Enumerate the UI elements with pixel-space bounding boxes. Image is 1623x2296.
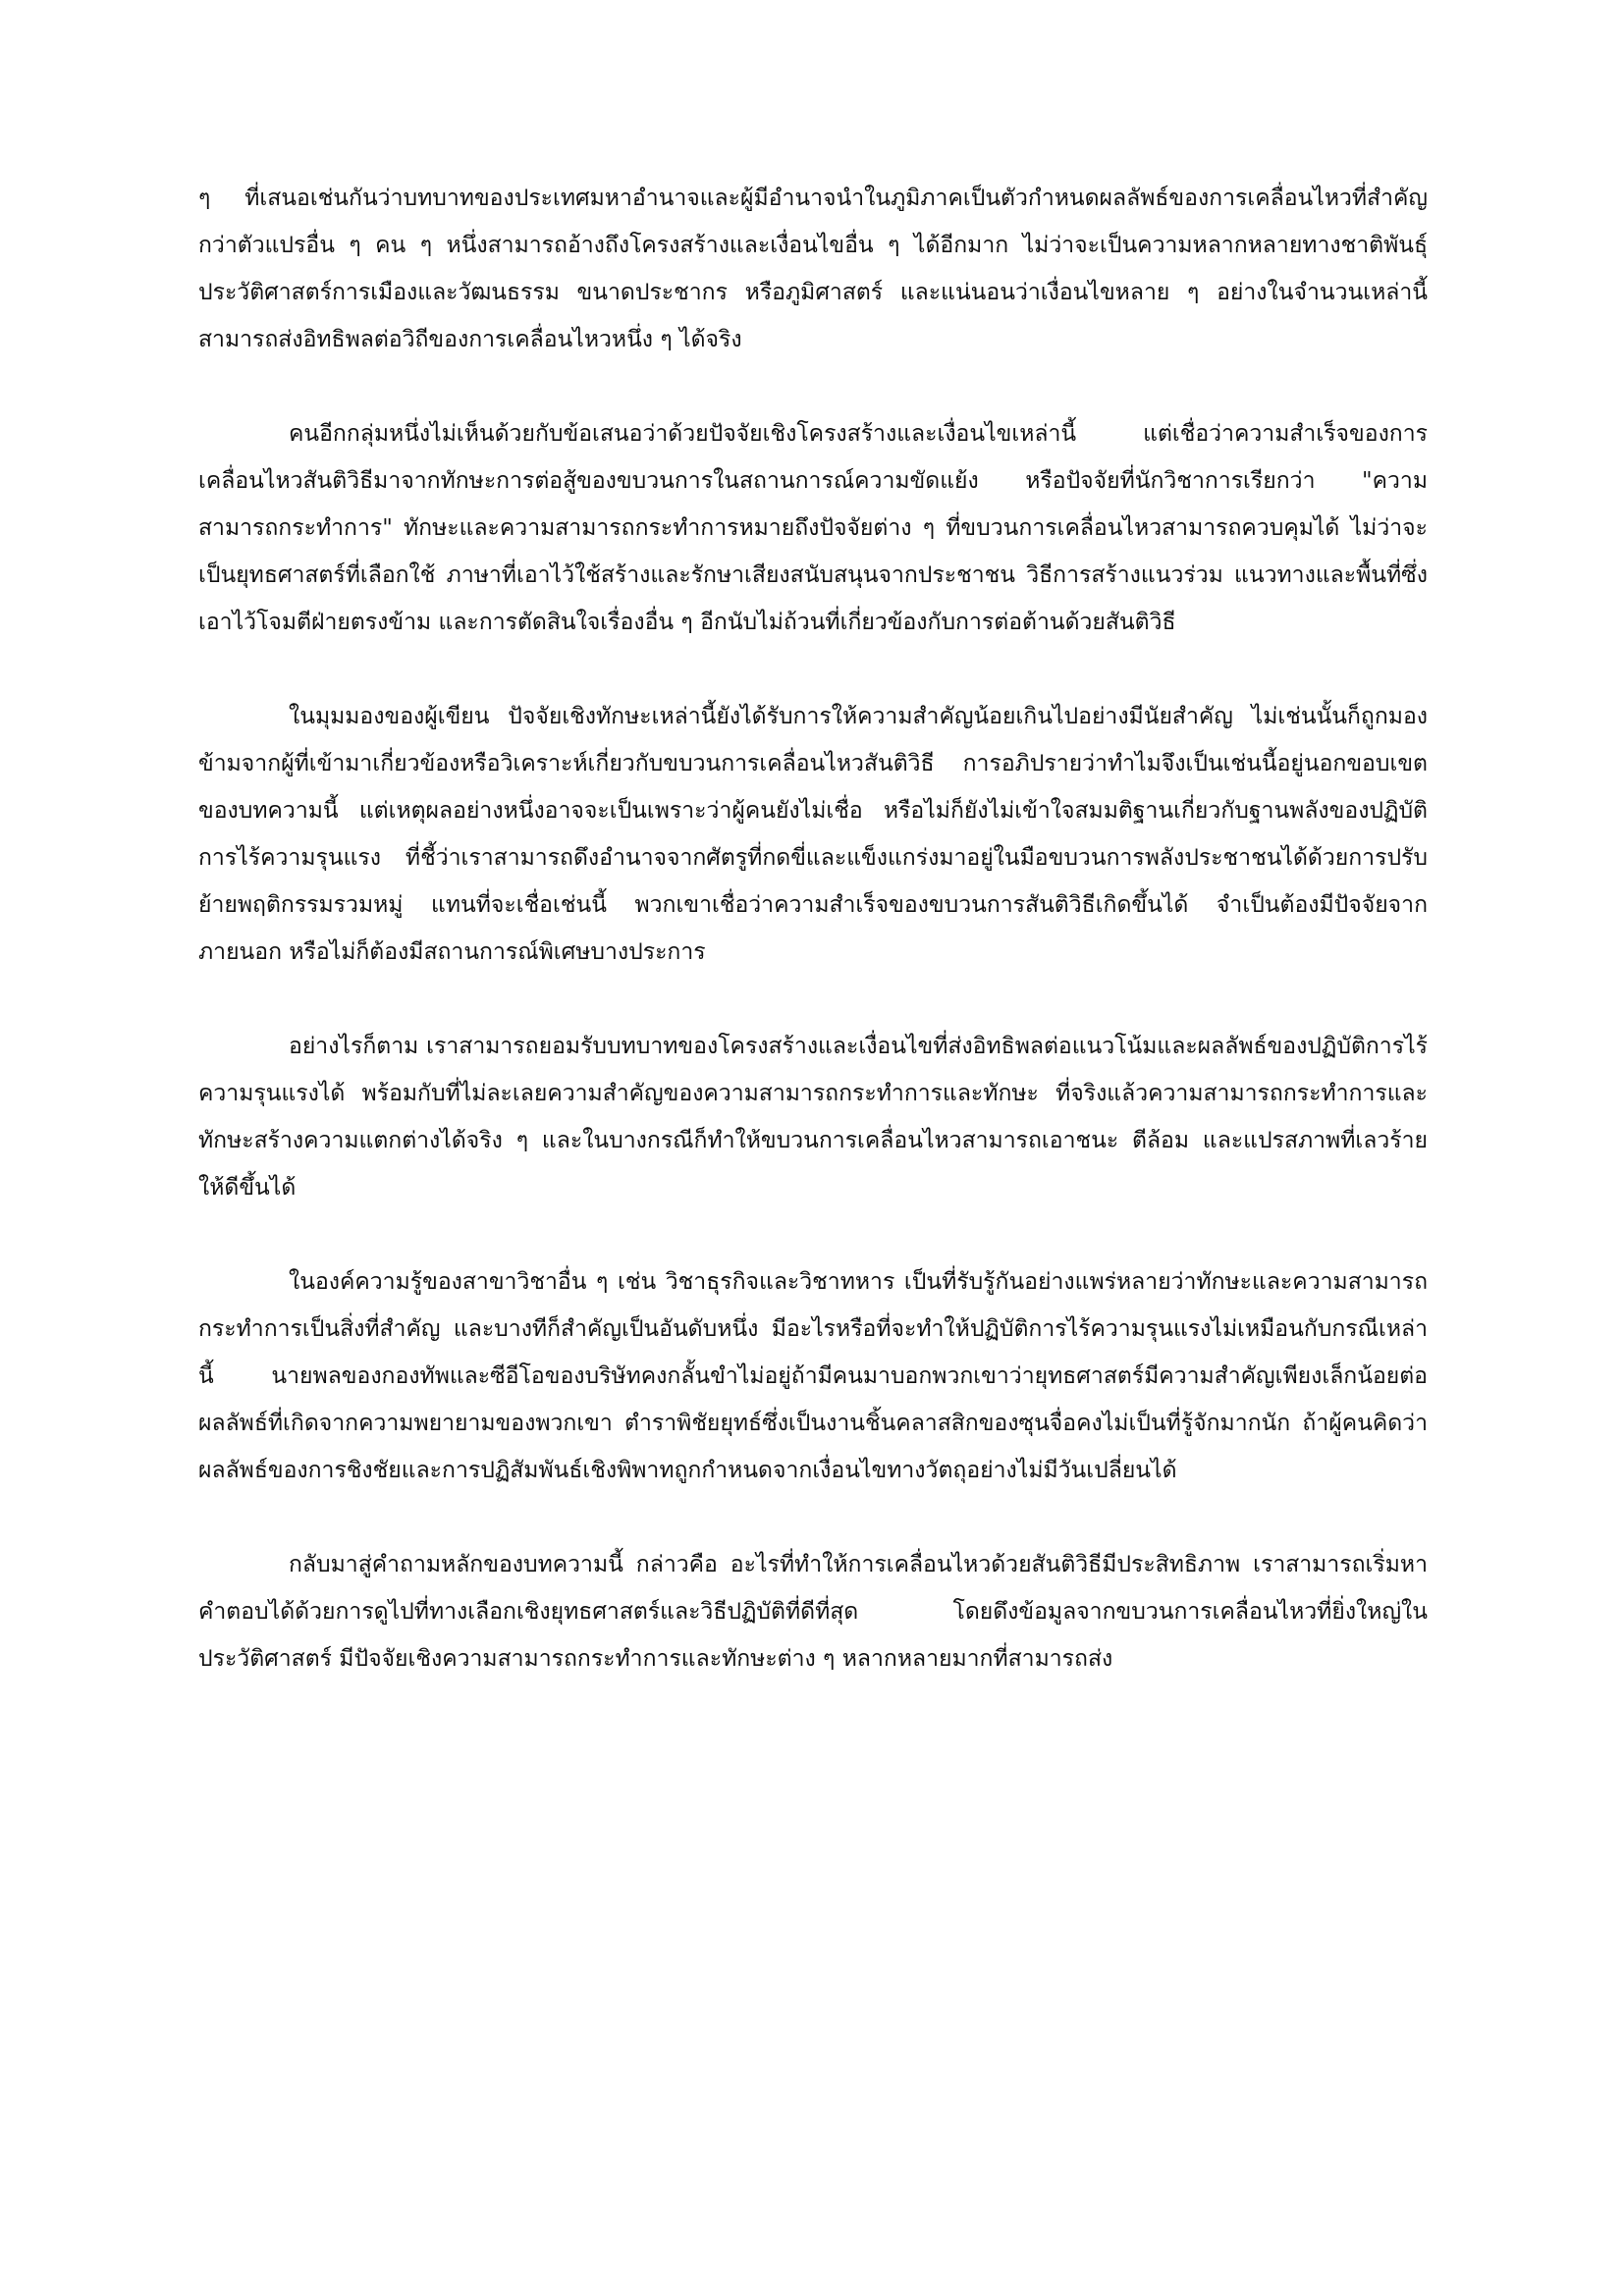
paragraph-3: ในมุมมองของผู้เขียน ปัจจัยเชิงทักษะเหล่านี้ยังได้รับการให้ความสำคัญน้อยเกินไปอย่างมีนัยสำคัญ ไม่เช่นนั้นก็ถูกมองข้ามจากผู้ที่เข้ามาเกี่ยวข้องหรือวิเคราะห์เกี่ยวกับขบวนการเคลื่อนไหวสันติวิธี การอภิปรายว่าทำไมจึงเป็นเช่นนี้อยู่นอกขอบเขตของบทความนี้ แต่เหตุผลอย่างหนึ่งอาจจะเป็นเพราะว่าผู้คนยังไม่เชื่อ หรือไม่ก็ยังไม่เข้าใจสมมติฐานเกี่ยวกับฐานพลังของปฏิบัติการไร้ความรุนแรง ที่ชี้ว่าเราสามารถดึงอำนาจจากศัตรูที่กดขี่และแข็งแกร่งมาอยู่ในมือขบวนการพลังประชาชนได้ด้วยการปรับย้ายพฤติกรรมรวมหมู่ แทนที่จะเชื่อเช่นนี้ พวกเขาเชื่อว่าความสำเร็จของขบวนการสันติวิธีเกิดขึ้นได้ จำเป็นต้องมีปัจจัยจากภายนอก หรือไม่ก็ต้องมีสถานการณ์พิเศษบางประการ — [198, 704, 1428, 965]
paragraph-4: อย่างไรก็ตาม เราสามารถยอมรับบทบาทของโครงสร้างและเงื่อนไขที่ส่งอิทธิพลต่อแนวโน้มและผลลัพธ์ของปฏิบัติการไร้ความรุนแรงได้ พร้อมกับที่ไม่ละเลยความสำคัญของความสามารถกระทำการและทักษะ ที่จริงแล้วความสามารถกระทำการและทักษะสร้างความแตกต่างได้จริง ๆ และในบางกรณีก็ทำให้ขบวนการเคลื่อนไหวสามารถเอาชนะ ตีล้อม และแปรสภาพที่เลวร้ายให้ดีขึ้นได้ — [198, 1034, 1428, 1201]
paragraph-1: ๆ ที่เสนอเช่นกันว่าบทบาทของประเทศมหาอำนาจและผู้มีอำนาจนำในภูมิภาคเป็นตัวกำหนดผลลัพธ์ของการเคลื่อนไหวที่สำคัญกว่าตัวแปรอื่น ๆ คน ๆ หนึ่งสามารถอ้างถึงโครงสร้างและเงื่อนไขอื่น ๆ ได้อีกมาก ไม่ว่าจะเป็นความหลากหลายทางชาติพันธุ์ ประวัติศาสตร์การเมืองและวัฒนธรรม ขนาดประชากร หรือภูมิศาสตร์ และแน่นอนว่าเงื่อนไขหลาย ๆ อย่างในจำนวนเหล่านี้สามารถส่งอิทธิพลต่อวิถีของการเคลื่อนไหวหนึ่ง ๆ ได้จริง — [198, 186, 1428, 352]
document-body — [198, 175, 1428, 1682]
paragraph-2: คนอีกกลุ่มหนึ่งไม่เห็นด้วยกับข้อเสนอว่าด้วยปัจจัยเชิงโครงสร้างและเงื่อนไขเหล่านี้ แต่เชื่อว่าความสำเร็จของการเคลื่อนไหวสันติวิธีมาจากทักษะการต่อสู้ของขบวนการในสถานการณ์ความขัดแย้ง หรือปัจจัยที่นักวิชาการเรียกว่า "ความสามารถกระทำการ" ทักษะและความสามารถกระทำการหมายถึงปัจจัยต่าง ๆ ที่ขบวนการเคลื่อนไหวสามารถควบคุมได้ ไม่ว่าจะเป็นยุทธศาสตร์ที่เลือกใช้ ภาษาที่เอาไว้ใช้สร้างและรักษาเสียงสนับสนุนจากประชาชน วิธีการสร้างแนวร่วม แนวทางและพื้นที่ซึ่งเอาไว้โจมตีฝ่ายตรงข้าม และการตัดสินใจเรื่องอื่น ๆ อีกนับไม่ถ้วนที่เกี่ยวข้องกับการต่อต้านด้วยสันติวิธี — [198, 421, 1428, 635]
paragraph-5: ในองค์ความรู้ของสาขาวิชาอื่น ๆ เช่น วิชาธุรกิจและวิชาทหาร เป็นที่รับรู้กันอย่างแพร่หลายว่าทักษะและความสามารถกระทำการเป็นสิ่งที่สำคัญ และบางทีก็สำคัญเป็นอันดับหนึ่ง มีอะไรหรือที่จะทำให้ปฏิบัติการไร้ความรุนแรงไม่เหมือนกับกรณีเหล่านี้ นายพลของกองทัพและซีอีโอของบริษัทคงกลั้นขำไม่อยู่ถ้ามีคนมาบอกพวกเขาว่ายุทธศาสตร์มีความสำคัญเพียงเล็กน้อยต่อผลลัพธ์ที่เกิดจากความพยายามของพวกเขา ตำราพิชัยยุทธ์ซึ่งเป็นงานชิ้นคลาสสิกของซุนจื่อคงไม่เป็นที่รู้จักมากนัก ถ้าผู้คนคิดว่าผลลัพธ์ของการชิงชัยและการปฏิสัมพันธ์เชิงพิพาทถูกกำหนดจากเงื่อนไขทางวัตถุอย่างไม่มีวันเปลี่ยนได้ — [198, 1269, 1428, 1483]
paragraph-6: กลับมาสู่คำถามหลักของบทความนี้ กล่าวคือ อะไรที่ทำให้การเคลื่อนไหวด้วยสันติวิธีมีประสิทธิภาพ เราสามารถเริ่มหาคำตอบได้ด้วยการดูไปที่ทางเลือกเชิงยุทธศาสตร์และวิธีปฏิบัติที่ดีที่สุด โดยดึงข้อมูลจากขบวนการเคลื่อนไหวที่ยิ่งใหญ่ในประวัติศาสตร์ มีปัจจัยเชิงความสามารถกระทำการและทักษะต่าง ๆ หลากหลายมากที่สามารถส่ง — [198, 1552, 1428, 1672]
